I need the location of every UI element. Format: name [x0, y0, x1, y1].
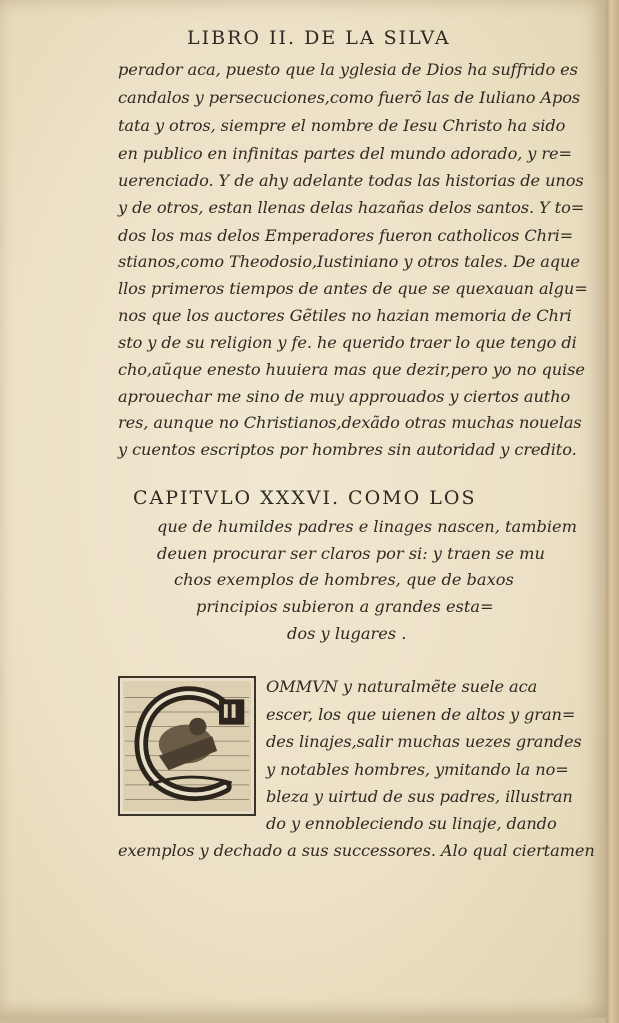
passage-line: y cuentos escriptos por hombres sin autoridad y credito. — [118, 440, 577, 459]
chapter-line: principios subieron a grandes esta= — [196, 597, 494, 616]
chapter-line: deuen procurar ser claros por si: y traen se mu — [157, 544, 545, 563]
chapter-line: que de humildes padres e linages nascen, tambiem — [157, 517, 577, 536]
page-edge — [606, 0, 619, 1023]
running-header: LIBRO II. DE LA SILVA — [187, 27, 451, 49]
passage-line: aprouechar me sino de muy approuados y ciertos autho — [118, 387, 571, 406]
passage-line: nos que los auctores Gẽtiles no hazian memoria de Chri — [118, 306, 572, 325]
chapter-line: chos exemplos de hombres, que de baxos — [174, 570, 514, 589]
opening-line: OMMVN y naturalmẽte suele aca — [266, 677, 538, 696]
woodcut-illustration — [120, 678, 254, 814]
passage-line: tata y otros, siempre el nombre de Iesu Christo ha sido — [118, 116, 566, 135]
chapter-line: dos y lugares . — [287, 624, 407, 643]
opening-line: escer, los que uienen de altos y gran= — [266, 705, 576, 724]
passage-line: dos los mas delos Emperadores fueron catholicos Chri= — [118, 226, 574, 245]
passage-line: y de otros, estan llenas delas hazañas delos santos. Y to= — [118, 198, 585, 217]
opening-line: des linajes,salir muchas uezes grandes — [266, 732, 582, 751]
opening-line: do y ennobleciendo su linaje, dando — [266, 814, 557, 833]
passage-line: llos primeros tiempos de antes de que se quexauan algu= — [118, 279, 588, 298]
opening-line: bleza y uirtud de sus padres, illustran — [266, 787, 573, 806]
passage-line: candalos y persecuciones,como fuerõ las de Iuliano Apos — [118, 88, 581, 107]
passage-line: sto y de su religion y fe. he querido traer lo que tengo di — [118, 333, 577, 352]
passage-line: perador aca, puesto que la yglesia de Dios ha suffrido es — [118, 60, 578, 79]
chapter-title: CAPITVLO XXXVI. COMO LOS — [133, 487, 477, 509]
passage-line: uerenciado. Y de ahy adelante todas las historias de unos — [118, 171, 584, 190]
passage-line: stianos,como Theodosio,Iustiniano y otros tales. De aque — [118, 252, 580, 271]
opening-line: y notables hombres, ymitando la no= — [266, 760, 569, 779]
passage-line: res, aunque no Christianos,dexãdo otras muchas nouelas — [118, 413, 582, 432]
opening-line: exemplos y dechado a sus successores. Alo qual ciertamen — [118, 841, 595, 860]
passage-line: en publico en infinitas partes del mundo adorado, y re= — [118, 144, 572, 163]
passage-line: cho,aũque enesto huuiera mas que dezir,pero yo no quise — [118, 360, 585, 379]
decorated-initial-c — [118, 676, 256, 816]
